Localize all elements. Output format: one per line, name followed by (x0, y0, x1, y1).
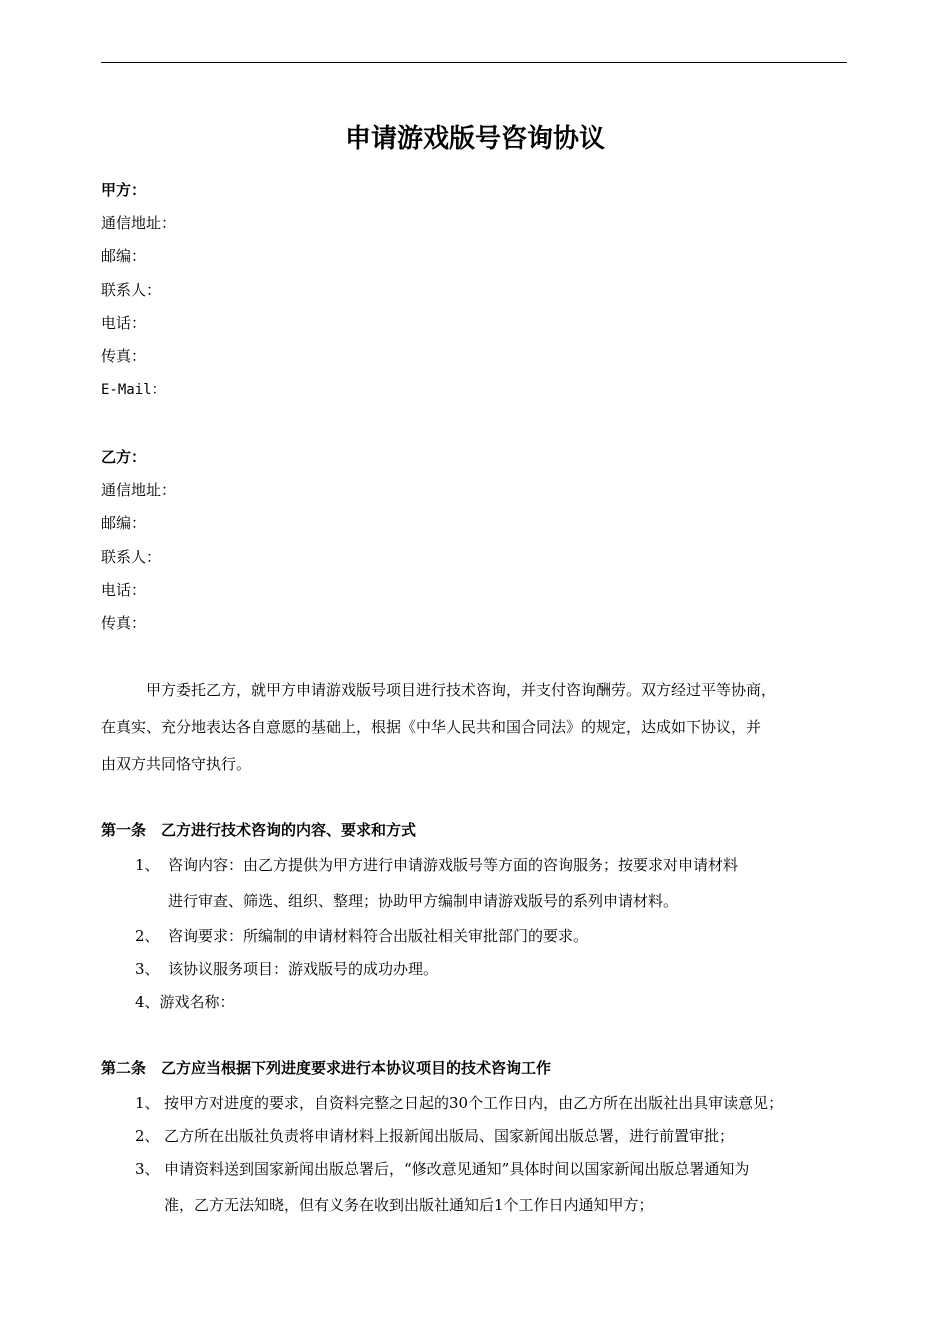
party-b-label: 乙方： (101, 448, 147, 466)
article-1-heading: 第一条 乙方进行技术咨询的内容、要求和方式 (101, 821, 417, 839)
item-number: 1、 (135, 856, 160, 874)
item-text: 乙方所在出版社负责将申请材料上报新闻出版局、国家新闻出版总署，进行前置审批； (164, 1127, 735, 1145)
item-number: 1、 (135, 1094, 160, 1112)
item-number: 2、 (135, 927, 160, 945)
header-rule (101, 62, 847, 63)
item-text: 该协议服务项目：游戏版号的成功办理。 (168, 960, 439, 978)
party-a-email: E-Mail： (101, 382, 166, 398)
party-b-postcode: 邮编： (101, 514, 147, 532)
item-text: 咨询内容：由乙方提供为甲方进行申请游戏版号等方面的咨询服务；按要求对申请材料 (168, 856, 739, 874)
item-number: 2、 (135, 1127, 160, 1145)
party-a-label: 甲方： (101, 181, 147, 199)
intro-line-2: 在真实、充分地表达各自意愿的基础上，根据《中华人民共和国合同法》的规定，达成如下协议，并 (101, 718, 762, 736)
party-b-address: 通信地址： (101, 481, 177, 499)
item-number: 3、 (135, 960, 160, 978)
document-title: 申请游戏版号咨询协议 (344, 124, 605, 154)
party-b-phone: 电话： (101, 581, 147, 599)
party-a-postcode: 邮编： (101, 247, 147, 265)
article-2-item-3-continued: 准，乙方无法知晓，但有义务在收到出版社通知后1个工作日内通知甲方； (164, 1196, 654, 1214)
article-1-item-1-continued: 进行审查、筛选、组织、整理；协助甲方编制申请游戏版号的系列申请材料。 (168, 892, 679, 910)
party-a-phone: 电话： (101, 314, 147, 332)
party-a-address: 通信地址： (101, 214, 177, 232)
item-number: 3、 (135, 1160, 160, 1178)
party-a-contact: 联系人： (101, 281, 162, 299)
party-a-fax: 传真： (101, 347, 147, 365)
article-2-heading: 第二条 乙方应当根据下列进度要求进行本协议项目的技术咨询工作 (101, 1059, 552, 1077)
party-b-contact: 联系人： (101, 548, 162, 566)
intro-line-3: 由双方共同恪守执行。 (101, 755, 252, 773)
party-b-fax: 传真： (101, 614, 147, 632)
item-text: 申请资料送到国家新闻出版总署后，“修改意见通知”具体时间以国家新闻出版总署通知为 (164, 1160, 750, 1178)
item-text: 咨询要求：所编制的申请材料符合出版社相关审批部门的要求。 (168, 927, 589, 945)
item-text: 按甲方对进度的要求，自资料完整之日起的30个工作日内，由乙方所在出版社出具审读意见； (164, 1094, 784, 1112)
intro-line-1: 甲方委托乙方，就甲方申请游戏版号项目进行技术咨询，并支付咨询酬劳。双方经过平等协商， (146, 681, 777, 699)
article-1-game-name: 4、游戏名称： (135, 993, 235, 1011)
